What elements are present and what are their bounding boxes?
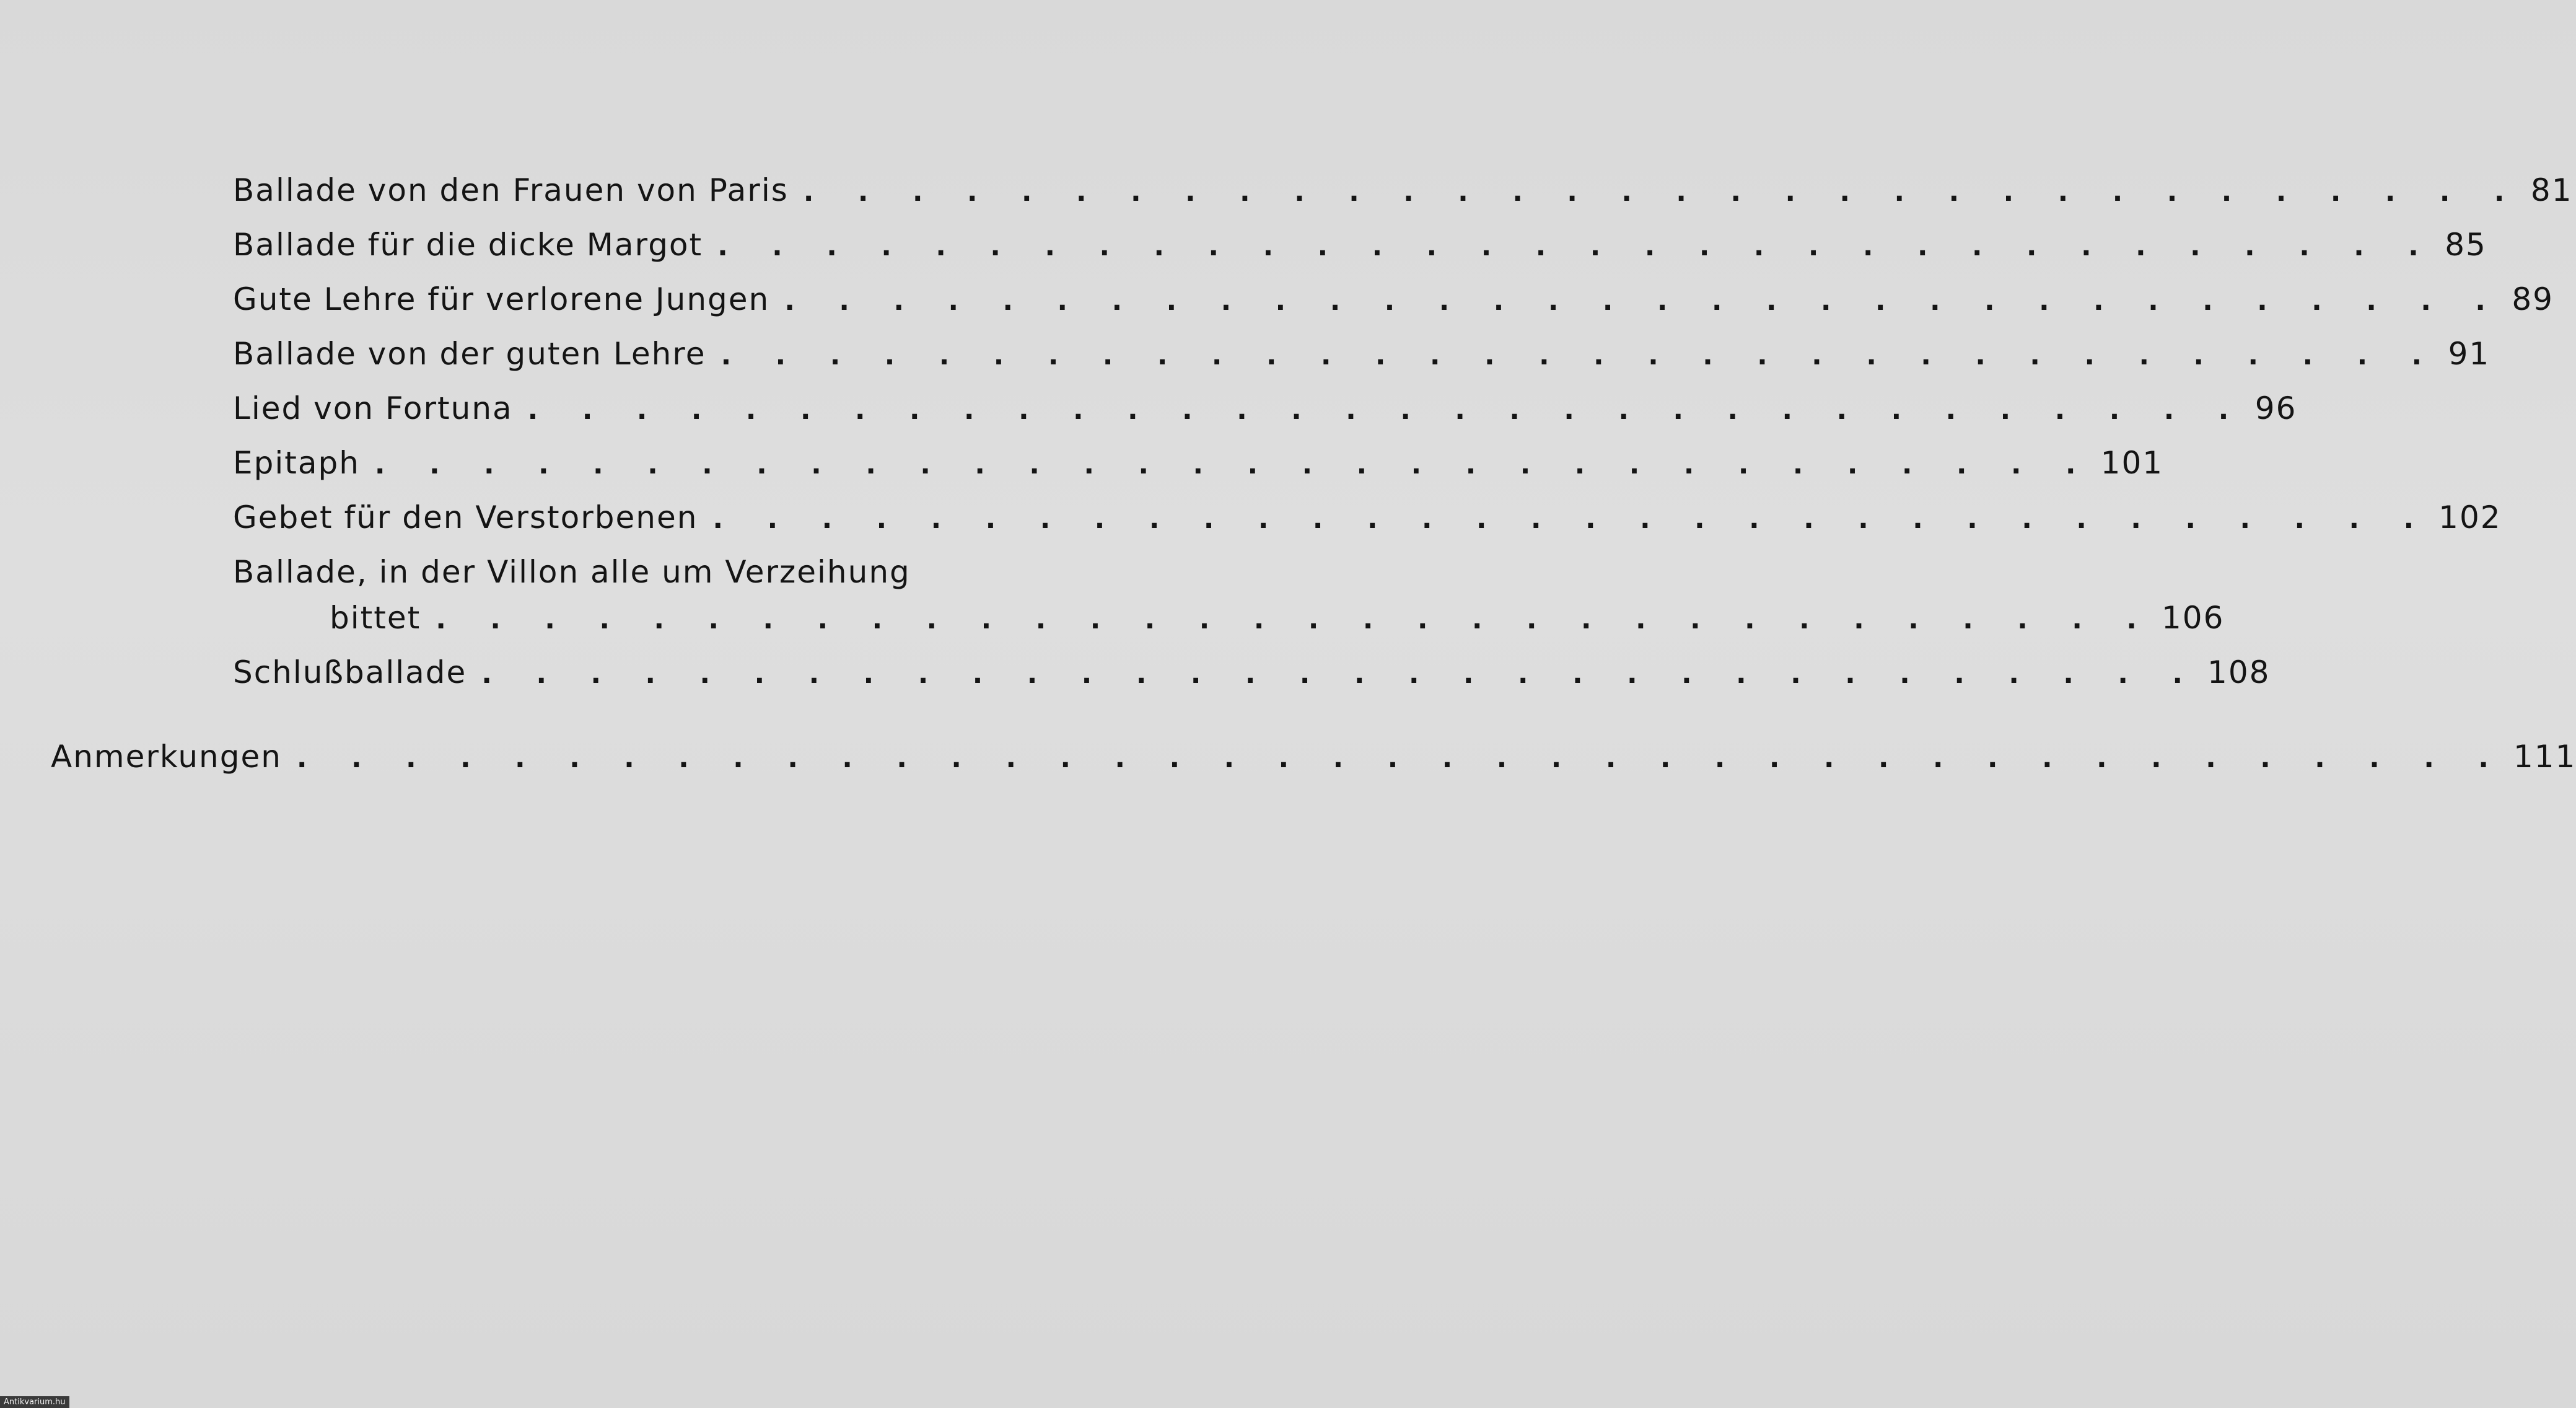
- toc-entry-first-line: [233, 540, 980, 590]
- toc-title: Ballade, in der Villon alle um Verzeihung: [233, 554, 911, 590]
- toc-page-number: 89: [2512, 281, 2554, 317]
- toc-page-number: 106: [2161, 600, 2225, 636]
- toc-page-number: 81: [2530, 172, 2573, 208]
- dot-leader: . . . . . . . . . . . . . . . . . . . . . . . . . . . . . . . .: [527, 394, 2246, 426]
- toc-entry: [233, 268, 2554, 317]
- toc-entry: [233, 431, 2164, 481]
- appendix-page-number: 111: [2513, 739, 2576, 775]
- toc-page-number: 85: [2445, 227, 2487, 263]
- toc-entry: [233, 322, 2491, 372]
- toc-title: Gute Lehre für verlorene Jungen: [233, 281, 770, 317]
- toc-entry: [233, 486, 2502, 535]
- toc-page-number: 96: [2254, 390, 2297, 426]
- toc-page-number: 102: [2438, 499, 2502, 535]
- dot-leader: . . . . . . . . . . . . . . . . . . . . . . . . . . . . . . . .: [374, 449, 2093, 480]
- toc-entry: [233, 213, 2487, 263]
- dot-leader: . . . . . . . . . . . . . . . . . . . . . . . . . . . . . . . .: [721, 340, 2440, 371]
- toc-page-number: 101: [2100, 445, 2164, 481]
- dot-leader: . . . . . . . . . . . . . . . . . . . . . . . . . . . . . . . .: [481, 658, 2201, 690]
- toc-entry: [233, 159, 2573, 208]
- toc-title: Epitaph: [233, 445, 360, 481]
- toc-title: Ballade von der guten Lehre: [233, 336, 706, 372]
- dot-leader: . . . . . . . . . . . . . . . . . . . . . . . . . . . . . . . .: [717, 231, 2436, 262]
- toc-entry-continuation: [330, 586, 2225, 636]
- dot-leader: . . . . . . . . . . . . . . . . . . . . . . . . . . . . . . . .: [803, 176, 2522, 208]
- toc-title: Gebet für den Verstorbenen: [233, 499, 698, 535]
- toc-title: Schlußballade: [233, 654, 467, 690]
- toc-title: Lied von Fortuna: [233, 390, 513, 426]
- dot-leader: . . . . . . . . . . . . . . . . . . . . . . . . . . . . . . . . . . . . . . . . .: [296, 742, 2506, 774]
- toc-entry: [233, 377, 2297, 426]
- toc-entry: [233, 641, 2271, 690]
- toc-page-number: 108: [2207, 654, 2271, 690]
- toc-page-number: 91: [2448, 336, 2491, 372]
- dot-leader: . . . . . . . . . . . . . . . . . . . . . . . . . . . . . . . .: [712, 503, 2432, 535]
- appendix-title: Anmerkungen: [51, 739, 282, 775]
- toc-title: Ballade für die dicke Margot: [233, 227, 703, 263]
- toc-title: Ballade von den Frauen von Paris: [233, 172, 789, 208]
- dot-leader: . . . . . . . . . . . . . . . . . . . . . . . . . . . . . . . .: [436, 604, 2154, 635]
- appendix-entry: [51, 725, 2576, 775]
- toc-title-continuation: bittet: [330, 600, 421, 636]
- dot-leader: . . . . . . . . . . . . . . . . . . . . . . . . . . . . . . . .: [784, 285, 2503, 317]
- watermark-label: Antikvarium.hu: [0, 1396, 69, 1408]
